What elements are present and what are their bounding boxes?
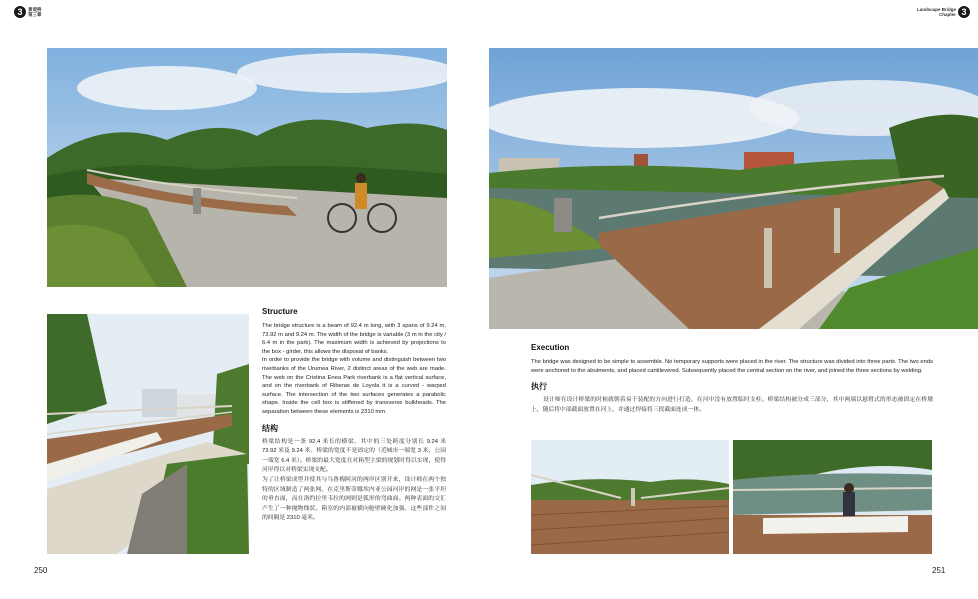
bridge-panorama-photo <box>489 48 978 329</box>
structure-paragraph-cn-2: 为了让桥梁成型并使其与乌鲁梅阿河的两岸区别开来，设计师在两个独特的区域制造了两张网。在克里斯蒂娜埃内亚公园河岸的网是一张平坦的垂直面，而在洛约拉里韦拉的网则是弧形的弯曲面。两种表面的交汇产生了一种抛物线状。箱室的内部被横向舱壁硬化加强。这些部件之间的间隔是 2310 毫米。 <box>262 476 446 522</box>
structure-heading: Structure <box>262 307 298 316</box>
running-head-right-line1: Landscape Bridge <box>916 7 956 12</box>
structure-section <box>262 307 446 524</box>
structure-heading-cn: 结构 <box>262 423 278 433</box>
structure-paragraph-en-1: The bridge structure is a beam of 92.4 m long, with 3 spans of 9.24 m, 73.92 m and 9.24 m. The width of the bridge is variable (3 m in the city / 6.4 m in the park). The maximum width is achieved by projections to the box - girder, this allows the disposal of banks. <box>262 323 446 355</box>
running-head-right <box>917 6 970 18</box>
execution-heading-cn: 执行 <box>531 382 547 392</box>
page-number-left: 250 <box>34 566 48 575</box>
execution-heading: Execution <box>531 343 570 352</box>
execution-section <box>531 343 933 415</box>
structure-paragraph-en-2: In order to provide the bridge with volume and distinguish between two riverbanks of the Urumea River, 2 distinct areas of the web are made. The web on the Cristina Enea Park riverbank is a flat vertical surface, and on the riverbank of Riberas de Loyola it is a curved - warped surface. The intersection of the two surfaces generates a parabolic shape. Inside the cell box is stiffened by transverse bulkheads. The separation between these elements is 2310 mm. <box>262 357 446 415</box>
structure-paragraph-cn-1: 桥梁结构是一条 92.4 米长的横梁，其中的三处跨度分别长 9.24 米 73.92 米及 9.24 米。桥梁的宽度不是固定的（近城市一端宽 3 米，公园一端宽 6.4 米）。桥梁的最大宽度在对箱型主梁的规划时得以实现，使得河岸得以对桥梁实现支配。 <box>262 438 446 474</box>
bridge-bench-photo <box>47 314 249 554</box>
running-head-left-line2: 第三章 <box>28 12 42 17</box>
running-head-right-line2: Chapter <box>938 12 956 17</box>
running-head-left-line1: 景观桥 <box>28 7 42 12</box>
execution-paragraph-en: The bridge was designed to be simple to assemble. No temporary supports were placed in the river. The structure was divided into three parts. The two ends were anchored to the abutments, and placed cantilevered. Subsequently placed the central section on the river, and joined the three sections by welding. <box>531 359 933 374</box>
deck-closeup-photo <box>531 440 729 554</box>
bench-river-photo <box>733 440 932 554</box>
page-number-right: 251 <box>932 566 946 575</box>
chapter-badge-right: 3 <box>958 6 970 18</box>
running-head-left <box>14 6 42 18</box>
execution-paragraph-cn: 设计师在设计桥梁的时候就朝着易于装配的方向进行打造。在河中没有放置临时支柱。桥梁结构被分成三部分，其中两端以悬臂式的形态被固定在桥墩上，随后将中部截面放置在河上，并通过焊接将三段截面连成一体。 <box>531 397 933 413</box>
bridge-cyclist-photo <box>47 48 447 287</box>
chapter-badge-left: 3 <box>14 6 26 18</box>
